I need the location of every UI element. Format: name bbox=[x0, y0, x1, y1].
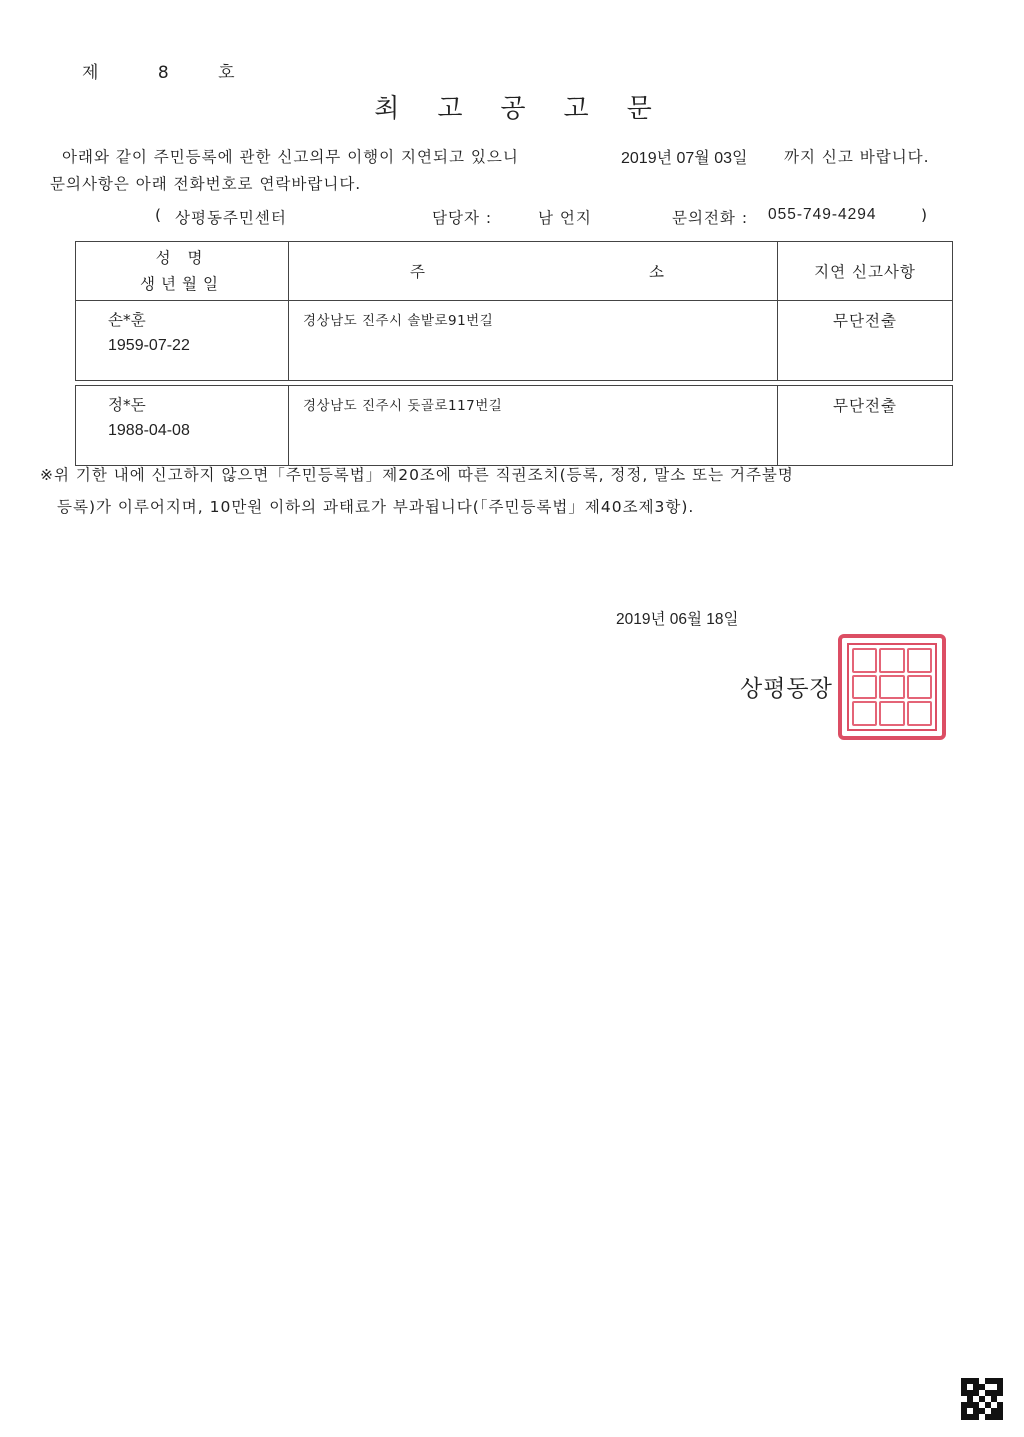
table-row bbox=[76, 301, 953, 381]
cell-name-dob bbox=[76, 386, 289, 466]
cell-name: 손*훈 bbox=[108, 311, 146, 329]
notice-line-2: 등록)가 이루어지며, 10만원 이하의 과태료가 부과됩니다(「주민등록법」제40조제3항). bbox=[57, 498, 695, 516]
contact-phone-label: 문의전화 : bbox=[672, 209, 749, 227]
cell-name-dob bbox=[76, 301, 289, 381]
header-status: 지연 신고사항 bbox=[778, 242, 953, 301]
contact-close-paren: ) bbox=[921, 206, 929, 224]
table-header-row bbox=[76, 242, 953, 301]
contact-open-paren: ( bbox=[155, 206, 163, 224]
contact-phone: 055-749-4294 bbox=[768, 206, 877, 223]
body-line-1-end: 까지 신고 바랍니다. bbox=[784, 148, 930, 166]
header-address-right: 소 bbox=[649, 263, 666, 281]
doc-number-value: 8 bbox=[157, 63, 170, 83]
official-seal-icon bbox=[838, 634, 946, 740]
cell-address: 경상남도 진주시 솔밭로91번길 bbox=[289, 301, 778, 381]
doc-number-suffix: 호 bbox=[218, 63, 236, 83]
roster-table bbox=[75, 241, 953, 466]
deadline-date: 2019년 07월 03일 bbox=[621, 150, 748, 167]
cell-name: 정*돈 bbox=[108, 396, 146, 414]
notice-line-1: ※위 기한 내에 신고하지 않으면「주민등록법」제20조에 따른 직권조치(등록, 정정, 말소 또는 거주불명 bbox=[40, 466, 794, 484]
cell-address: 경상남도 진주시 돗골로117번길 bbox=[289, 386, 778, 466]
table-row bbox=[76, 386, 953, 466]
header-name-dob bbox=[76, 242, 289, 301]
cell-dob: 1988-04-08 bbox=[108, 422, 190, 439]
header-dob: 생년월일 bbox=[140, 275, 224, 293]
document-number bbox=[82, 58, 236, 83]
doc-number-prefix: 제 bbox=[82, 63, 100, 83]
header-name: 성 명 bbox=[155, 249, 209, 267]
contact-manager-label: 담당자 : bbox=[432, 209, 493, 227]
header-address-left: 주 bbox=[410, 263, 427, 281]
issue-date: 2019년 06월 18일 bbox=[616, 611, 739, 628]
cell-status: 무단전출 bbox=[778, 386, 953, 466]
contact-manager: 남 언지 bbox=[538, 209, 592, 227]
body-line-1: 아래와 같이 주민등록에 관한 신고의무 이행이 지연되고 있으니 bbox=[62, 148, 519, 166]
body-line-2: 문의사항은 아래 전화번호로 연락바랍니다. bbox=[50, 175, 362, 193]
header-address bbox=[289, 242, 778, 301]
cell-dob: 1959-07-22 bbox=[108, 337, 190, 354]
qr-code-icon bbox=[961, 1378, 1003, 1420]
page-title: 최고공고문 bbox=[374, 94, 690, 124]
cell-status: 무단전출 bbox=[778, 301, 953, 381]
signer-name: 상평동장 bbox=[740, 676, 833, 702]
contact-office: 상평동주민센터 bbox=[175, 209, 287, 227]
